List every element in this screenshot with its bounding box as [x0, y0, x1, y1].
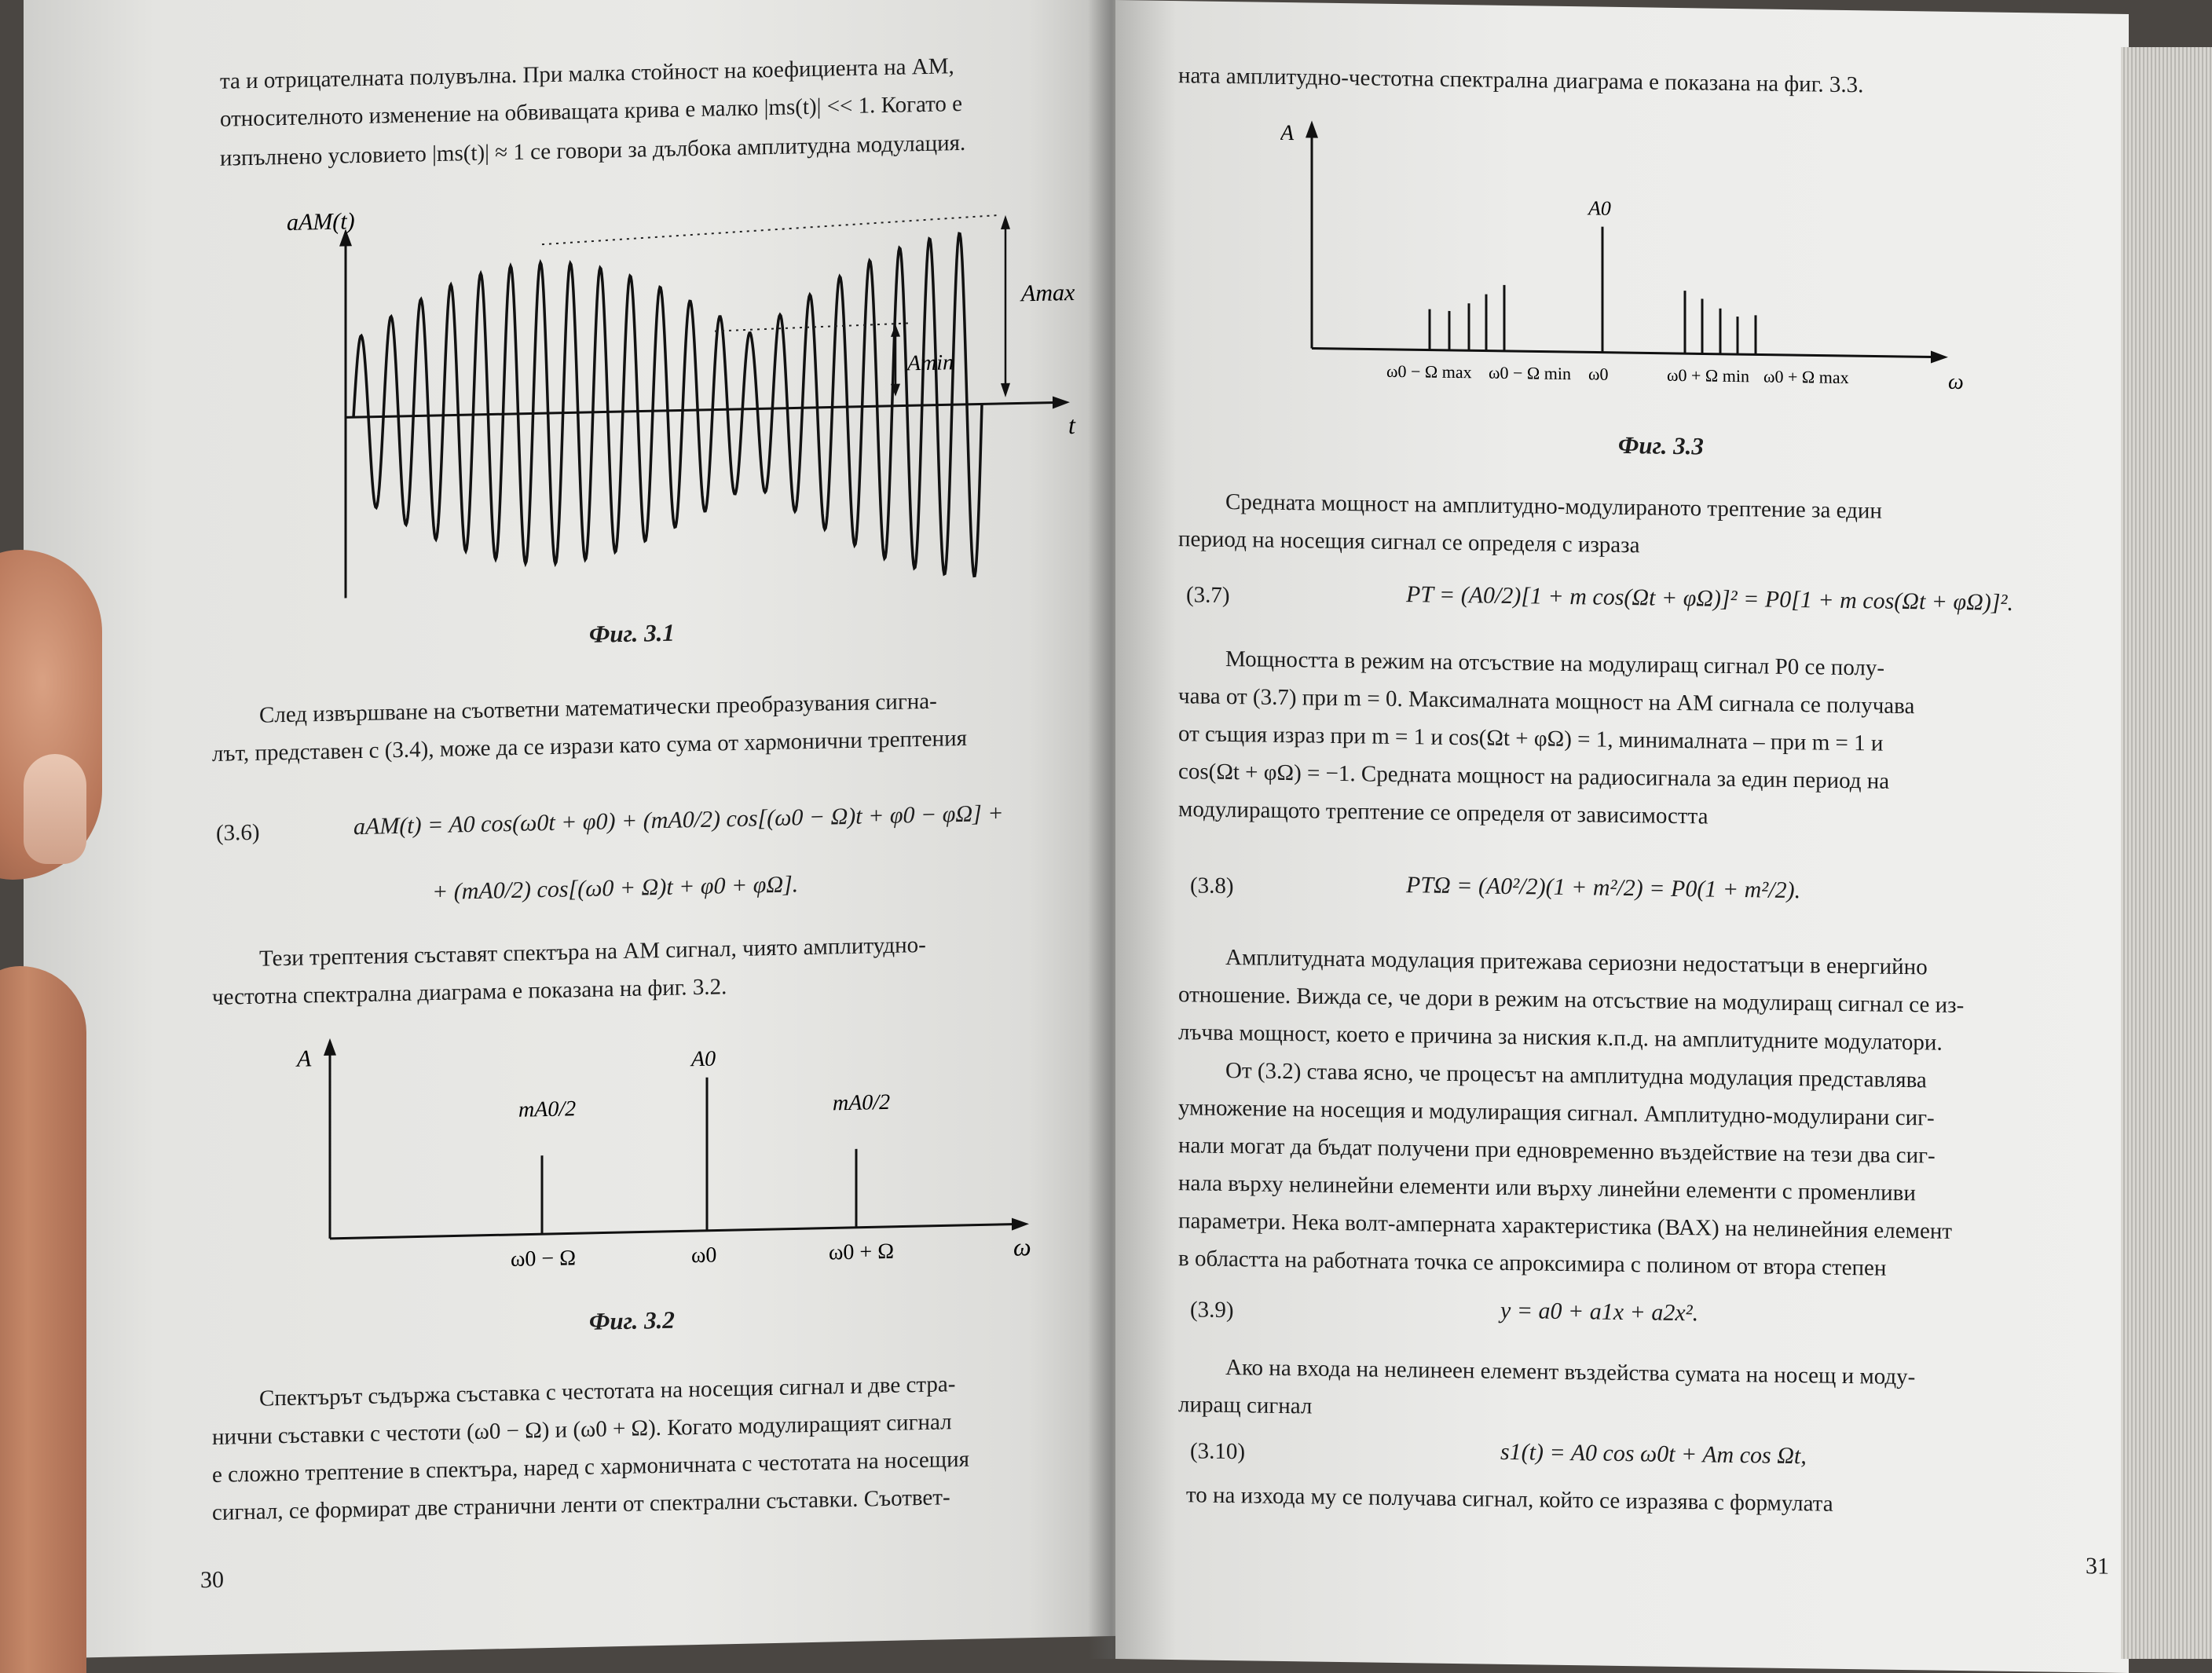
fig31-y-label: aAM(t)	[287, 208, 355, 236]
left-intro-line-2: относителното изменение на обвиващата крива е малко |ms(t)| << 1. Когато е	[220, 90, 962, 132]
eq38-number: (3.8)	[1190, 873, 1234, 899]
fig33-y-label: A	[1280, 120, 1295, 146]
right-para4-line-1: От (3.2) става ясно, че процесът на амплитудна модулация представлява	[1225, 1057, 1927, 1093]
fig32-spectrum	[291, 1016, 1045, 1283]
fig31-amax-head-bottom	[1001, 383, 1010, 397]
fig33-tick-2: ω0 − Ω min	[1489, 362, 1571, 384]
left-para2-line-1: Тези трептения съставят спектъра на АМ сигнал, чиято амплитудно-	[259, 932, 926, 972]
fig33-tick-1: ω0 − Ω max	[1386, 361, 1472, 383]
fig31-amin-label: Amin	[907, 350, 954, 376]
right-para3-line-2: отношение. Вижда се, че дори в режим на отсъствие на модулиращ сигнал се из-	[1178, 982, 1965, 1019]
right-para5-line-1: Ако на входа на нелинеен елемент въздейства сумата на носещ и моду-	[1225, 1354, 1916, 1390]
left-para2-line-2: честотна спектрална диаграма е показана на фиг. 3.2.	[212, 974, 727, 1010]
eq36-line1: aAM(t) = A0 cos(ω0t + φ0) + (mA0/2) cos[(ω0 − Ω)t + φ0 − φΩ] +	[353, 800, 1004, 840]
fig33-tick-4: ω0 + Ω min	[1667, 364, 1749, 386]
fig32-x-axis	[330, 1224, 1021, 1238]
fig33-tick-3: ω0	[1588, 364, 1609, 384]
right-page-number: 31	[2086, 1553, 2109, 1580]
right-para2-line-5: модулиращото трептение се определя от зависимостта	[1178, 796, 1708, 829]
right-para2-line-4: cos(Ωt + φΩ) = −1. Средната мощност на радиосигнала за един период на	[1178, 759, 1890, 794]
fig33-spectrum	[1280, 104, 1972, 428]
right-page	[1115, 0, 2129, 1673]
fig31-am-wave	[353, 233, 982, 589]
right-para3-line-3: лъчва мощност, което е причина за ниския к.п.д. на амплитудните модулатори.	[1178, 1020, 1943, 1056]
left-intro-line-3: изпълнено условието |ms(t)| ≈ 1 се говори за дълбока амплитудна модулация.	[220, 130, 966, 171]
fig31-x-label: t	[1068, 410, 1075, 440]
fig33-x-arrow	[1931, 350, 1948, 363]
right-para4-line-3: нали могат да бъдат получени при едновременно въздействие на тези два сиг-	[1178, 1133, 1936, 1169]
right-para2-line-2: чава от (3.7) при m = 0. Максималната мощност на АМ сигнала се получава	[1178, 683, 1915, 719]
eq36-line2: + (mA0/2) cos[(ω0 + Ω)t + φ0 + φΩ].	[432, 871, 799, 906]
right-para2-line-3: от същия израз при m = 1 и cos(Ωt + φΩ) = 1, минималната – при m = 1 и	[1178, 721, 1884, 756]
fig33-caption: Фиг. 3.3	[1618, 430, 1704, 460]
left-para3-line-1: Спектърът съдържа съставка с честотата на носещия сигнал и две стра-	[259, 1371, 956, 1411]
right-para6-line: то на изхода му се получава сигнал, който се изразява с формулата	[1186, 1482, 1833, 1517]
stacked-page-edges	[2121, 47, 2212, 1659]
right-para4-line-6: в областта на работната точка се апроксимира с полином от втора степен	[1178, 1246, 1887, 1281]
eq37-number: (3.7)	[1186, 582, 1230, 609]
fig33-tick-5: ω0 + Ω max	[1763, 366, 1849, 388]
fig32-y-label: A	[297, 1045, 312, 1072]
fig32-tick-carrier: ω0	[691, 1243, 717, 1268]
right-para4-line-4: нала върху нелинейни елементи или върху линейни елементи с променливи	[1178, 1170, 1916, 1206]
fig32-tick-lower: ω0 − Ω	[511, 1246, 577, 1272]
eq39-number: (3.9)	[1190, 1297, 1234, 1323]
right-para1-line-2: период на носещия сигнал се определя с израза	[1178, 526, 1640, 558]
left-intro-line-1: та и отрицателната полувълна. При малка стойност на коефициента на АМ,	[220, 53, 954, 94]
right-para4-line-2: умножение на носещия и модулиращия сигнал. Амплитудно-модулирани сиг-	[1178, 1095, 1935, 1131]
fig32-label-lower: mA0/2	[518, 1096, 577, 1122]
eq37-text: PT = (A0/2)[1 + m cos(Ωt + φΩ)]² = P0[1 + m cos(Ωt + φΩ)]².	[1406, 581, 2013, 616]
fig32-label-upper: mA0/2	[833, 1089, 891, 1116]
fig32-y-arrow	[324, 1038, 336, 1056]
fig32-x-label: ω	[1013, 1232, 1031, 1261]
fingernail	[24, 754, 86, 864]
eq310-number: (3.10)	[1190, 1438, 1246, 1465]
left-para3-line-2: нични съставки с честоти (ω0 − Ω) и (ω0 + Ω). Когато модулиращият сигнал	[212, 1409, 952, 1450]
fig31-caption: Фиг. 3.1	[589, 618, 675, 648]
left-page-number: 30	[200, 1566, 224, 1594]
left-para1-line-1: След извършване на съответни математически преобразувания сигна-	[259, 688, 937, 728]
fig33-x-label: ω	[1948, 369, 1964, 395]
right-intro-line: ната амплитудно-честотна спектрална диаграма е показана на фиг. 3.3.	[1178, 63, 1864, 98]
right-para3-line-1: Амплитудната модулация притежава сериозни недостатъци в енергийно	[1225, 944, 1928, 980]
fig33-y-arrow	[1306, 120, 1318, 137]
fig31-amax-head-top	[1001, 215, 1010, 229]
fig32-caption: Фиг. 3.2	[589, 1305, 675, 1335]
eq39-text: y = a0 + a1x + a2x².	[1500, 1297, 1699, 1327]
fig32-x-arrow	[1012, 1217, 1029, 1230]
fig32-label-carrier: A0	[691, 1046, 716, 1072]
left-para3-line-3: е сложно трептение в спектъра, наред с хармоничната с честотата на носещия	[212, 1446, 969, 1488]
fig33-x-axis	[1312, 348, 1940, 357]
fig31-x-arrow	[1053, 396, 1070, 408]
right-para1-line-1: Средната мощност на амплитудно-модулираното трептение за един	[1225, 489, 1882, 524]
fig31-am-waveform	[275, 190, 1092, 616]
fig31-amin-head-top	[891, 324, 900, 337]
fig32-tick-upper: ω0 + Ω	[829, 1239, 895, 1265]
finger	[0, 966, 86, 1673]
fig31-amax-label: Amax	[1021, 279, 1075, 307]
left-page	[24, 0, 1115, 1659]
right-para2-line-1: Мощността в режим на отсъствие на модулиращ сигнал P0 се полу-	[1225, 646, 1885, 681]
left-para3-line-4: сигнал, се формират две странични ленти от спектрални съставки. Съответ-	[212, 1484, 950, 1525]
eq310-text: s1(t) = A0 cos ω0t + Am cos Ωt,	[1500, 1438, 1807, 1470]
right-para4-line-5: параметри. Нека волт-амперната характеристика (ВАХ) на нелинейния елемент	[1178, 1208, 1953, 1244]
left-para1-line-2: лът, представен с (3.4), може да се изрази като сума от хармонични трептения	[212, 725, 967, 767]
fig33-peak-label: A0	[1588, 196, 1611, 220]
eq36-number: (3.6)	[216, 819, 260, 846]
right-para5-line-2: лиращ сигнал	[1178, 1392, 1313, 1419]
eq38-text: PTΩ = (A0²/2)(1 + m²/2) = P0(1 + m²/2).	[1406, 872, 1801, 904]
